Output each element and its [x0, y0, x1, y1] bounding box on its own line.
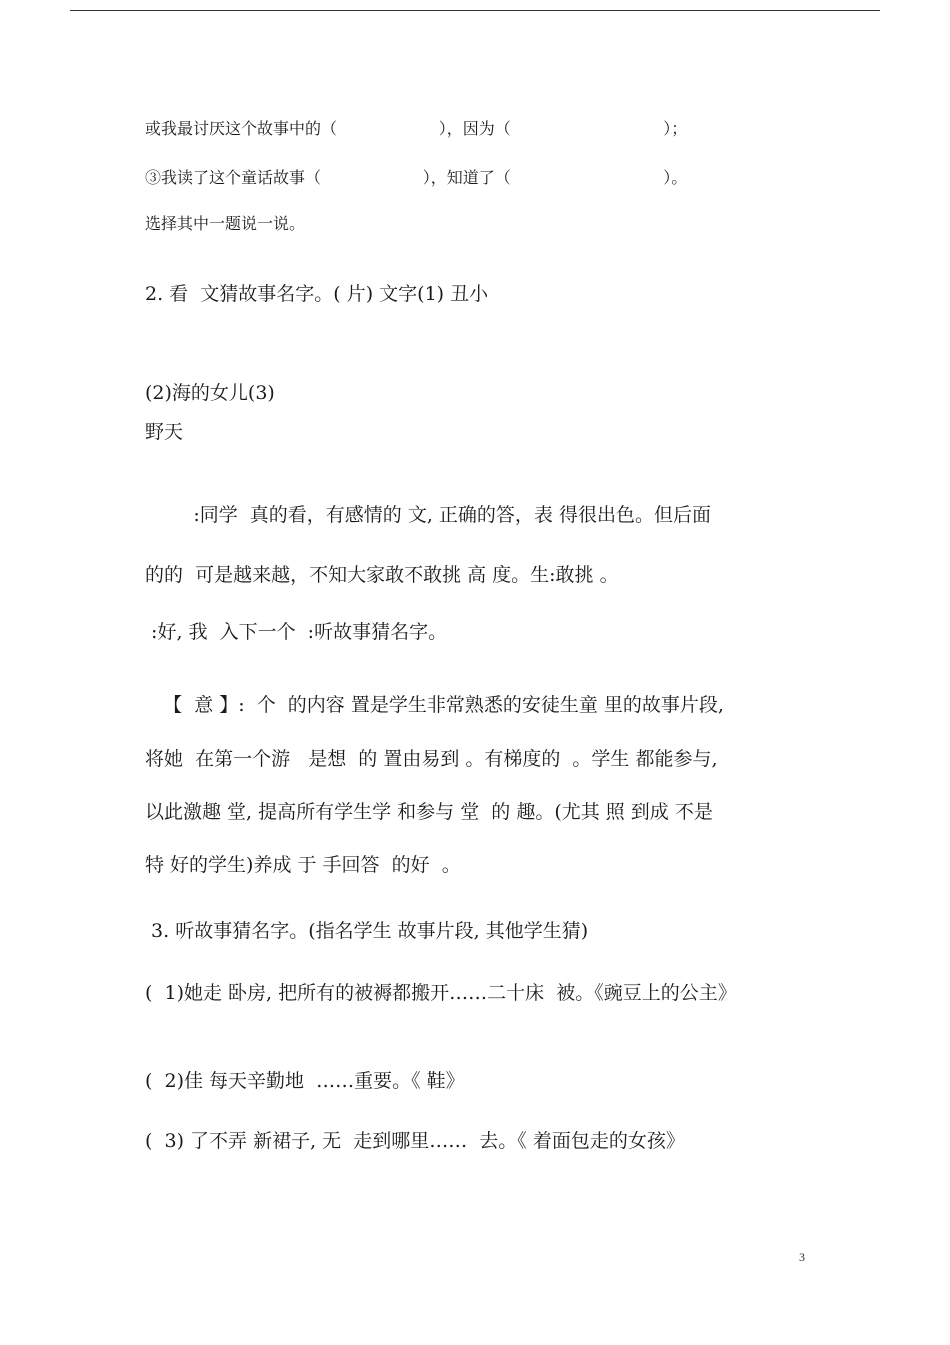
section-2-heading: 2. 看 文猜故事名字。( 片) 文字(1) 丑小: [145, 283, 489, 305]
text-line-2: ③我读了这个童话故事（ ），知道了（ ）。: [145, 168, 688, 187]
design-note-line-4: 特 好的学生)养成 于 手回答 的好 。: [145, 854, 461, 876]
page-number: 3: [799, 1250, 805, 1264]
text-line-6: 野天: [145, 421, 184, 443]
design-note-line-2: 将她 在第一个游 是想 的 置由易到 。有梯度的 。学生 都能参与,: [145, 748, 718, 770]
design-note-line-1: 【 意 】: 个 的内容 置是学生非常熟悉的安徒生童 里的故事片段,: [145, 694, 724, 716]
section-3-heading: 3. 听故事猜名字。(指名学生 故事片段, 其他学生猜): [145, 920, 589, 942]
text-line-7: :同学 真的看，有感情的 文, 正确的答，表 得很出色。但后面: [145, 504, 711, 526]
story-clue-2: ( 2)佳 每天辛勤地 ……重要。《 鞋》: [145, 1070, 465, 1092]
text-line-8: 的的 可是越来越，不知大家敢不敢挑 高 度。生:敢挑 。: [145, 564, 619, 586]
design-note-line-3: 以此激趣 堂, 提高所有学生学 和参与 堂 的 趣。(尤其 照 到成 不是: [145, 801, 713, 823]
story-clue-1: ( 1)她走 卧房, 把所有的被褥都搬开……二十床 被。《豌豆上的公主》: [145, 982, 737, 1004]
text-line-3: 选择其中一题说一说。: [145, 214, 306, 233]
text-line-1: 或我最讨厌这个故事中的（ ），因为（ ）；: [145, 119, 688, 138]
text-line-9: :好, 我 入下一个 :听故事猜名字。: [145, 621, 448, 643]
text-line-5: (2)海的女儿(3): [145, 382, 275, 404]
story-clue-3: ( 3) 了不弄 新裙子, 无 走到哪里…… 去。《 着面包走的女孩》: [145, 1130, 685, 1152]
header-rule: [70, 10, 880, 11]
